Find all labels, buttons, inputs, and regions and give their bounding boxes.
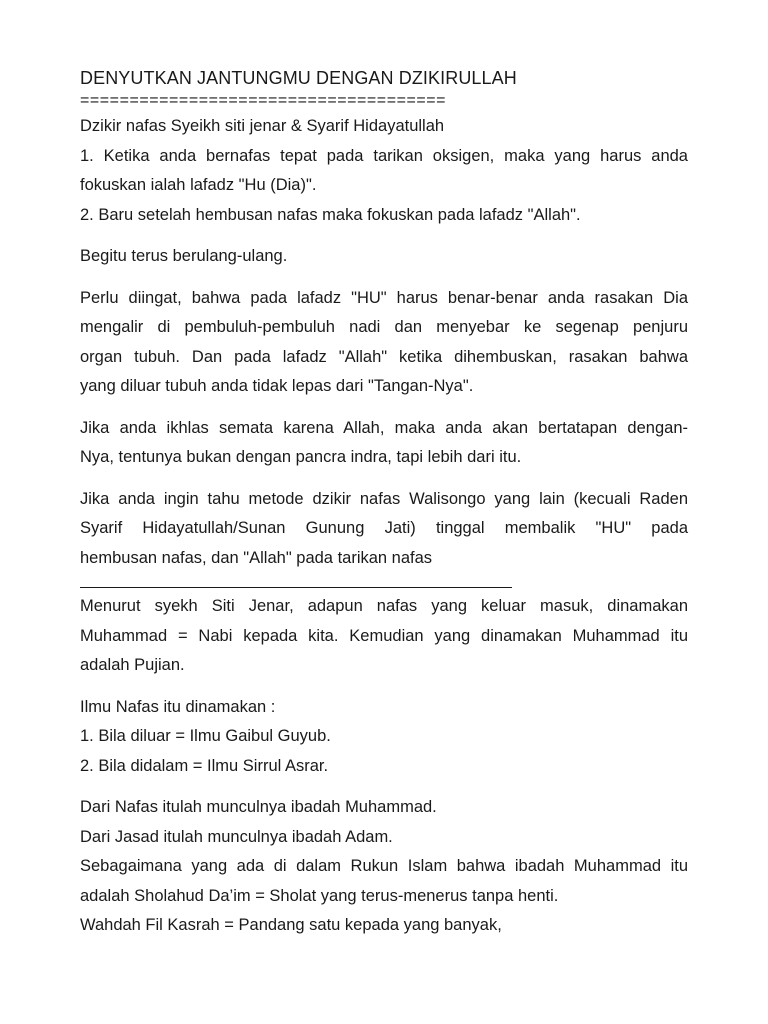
text-line: Jika anda ikhlas semata karena Allah, maka anda akan bertatapan dengan- — [80, 418, 688, 437]
text-line: 2. Baru setelah hembusan nafas maka fokuskan pada lafadz "Allah". — [80, 205, 581, 224]
text-line: Dari Nafas itulah munculnya ibadah Muhammad. — [80, 798, 437, 816]
text-line: hembusan nafas, dan "Allah" pada tarikan nafas — [80, 548, 433, 567]
text-line: Jika anda ingin tahu metode dzikir nafas Walisongo yang lain (kecuali Raden — [80, 489, 688, 508]
text-line: adalah Pujian. — [80, 656, 185, 674]
title-underline-divider: ===================================== — [80, 92, 447, 109]
horizontal-rule — [80, 573, 512, 588]
text-line: Perlu diingat, bahwa pada lafadz "HU" harus benar-benar anda rasakan Dia — [80, 288, 688, 307]
text-line: Menurut syekh Siti Jenar, adapun nafas yang keluar masuk, dinamakan — [80, 597, 688, 615]
document-title: DENYUTKAN JANTUNGMU DENGAN DZIKIRULLAH — [80, 68, 517, 88]
text-line: 2. Bila didalam = Ilmu Sirrul Asrar. — [80, 756, 329, 775]
text-line: adalah Sholahud Da’im = Sholat yang terus-menerus tanpa henti. — [80, 886, 559, 905]
text-line: mengalir di pembuluh-pembuluh nadi dan menyebar ke segenap penjuru — [80, 318, 688, 336]
text-line: Dzikir nafas Syeikh siti jenar & Syarif Hidayatullah — [80, 117, 445, 135]
text-line: organ tubuh. Dan pada lafadz "Allah" ketika dihembuskan, rasakan bahwa — [80, 347, 688, 366]
text-line: fokuskan ialah lafadz "Hu (Dia)". — [80, 176, 317, 194]
text-line: yang diluar tubuh anda tidak lepas dari "Tangan-Nya". — [80, 377, 474, 395]
text-line: Nya, tentunya bukan dengan pancra indra, tapi lebih dari itu. — [80, 448, 522, 466]
text-line: Begitu terus berulang-ulang. — [80, 247, 288, 265]
text-line: Syarif Hidayatullah/Sunan Gunung Jati) tinggal membalik "HU" pada — [80, 519, 688, 537]
text-line: Muhammad = Nabi kepada kita. Kemudian yang dinamakan Muhammad itu — [80, 626, 688, 645]
text-line: 1. Ketika anda bernafas tepat pada tarikan oksigen, maka yang harus anda — [80, 146, 688, 165]
document-page — [80, 64, 688, 941]
text-line: 1. Bila diluar = Ilmu Gaibul Guyub. — [80, 727, 331, 745]
text-line: Wahdah Fil Kasrah = Pandang satu kepada yang banyak, — [80, 916, 502, 934]
text-line: Ilmu Nafas itu dinamakan : — [80, 697, 276, 716]
text-line: Sebagaimana yang ada di dalam Rukun Islam bahwa ibadah Muhammad itu — [80, 857, 688, 875]
text-line: Dari Jasad itulah munculnya ibadah Adam. — [80, 827, 393, 846]
